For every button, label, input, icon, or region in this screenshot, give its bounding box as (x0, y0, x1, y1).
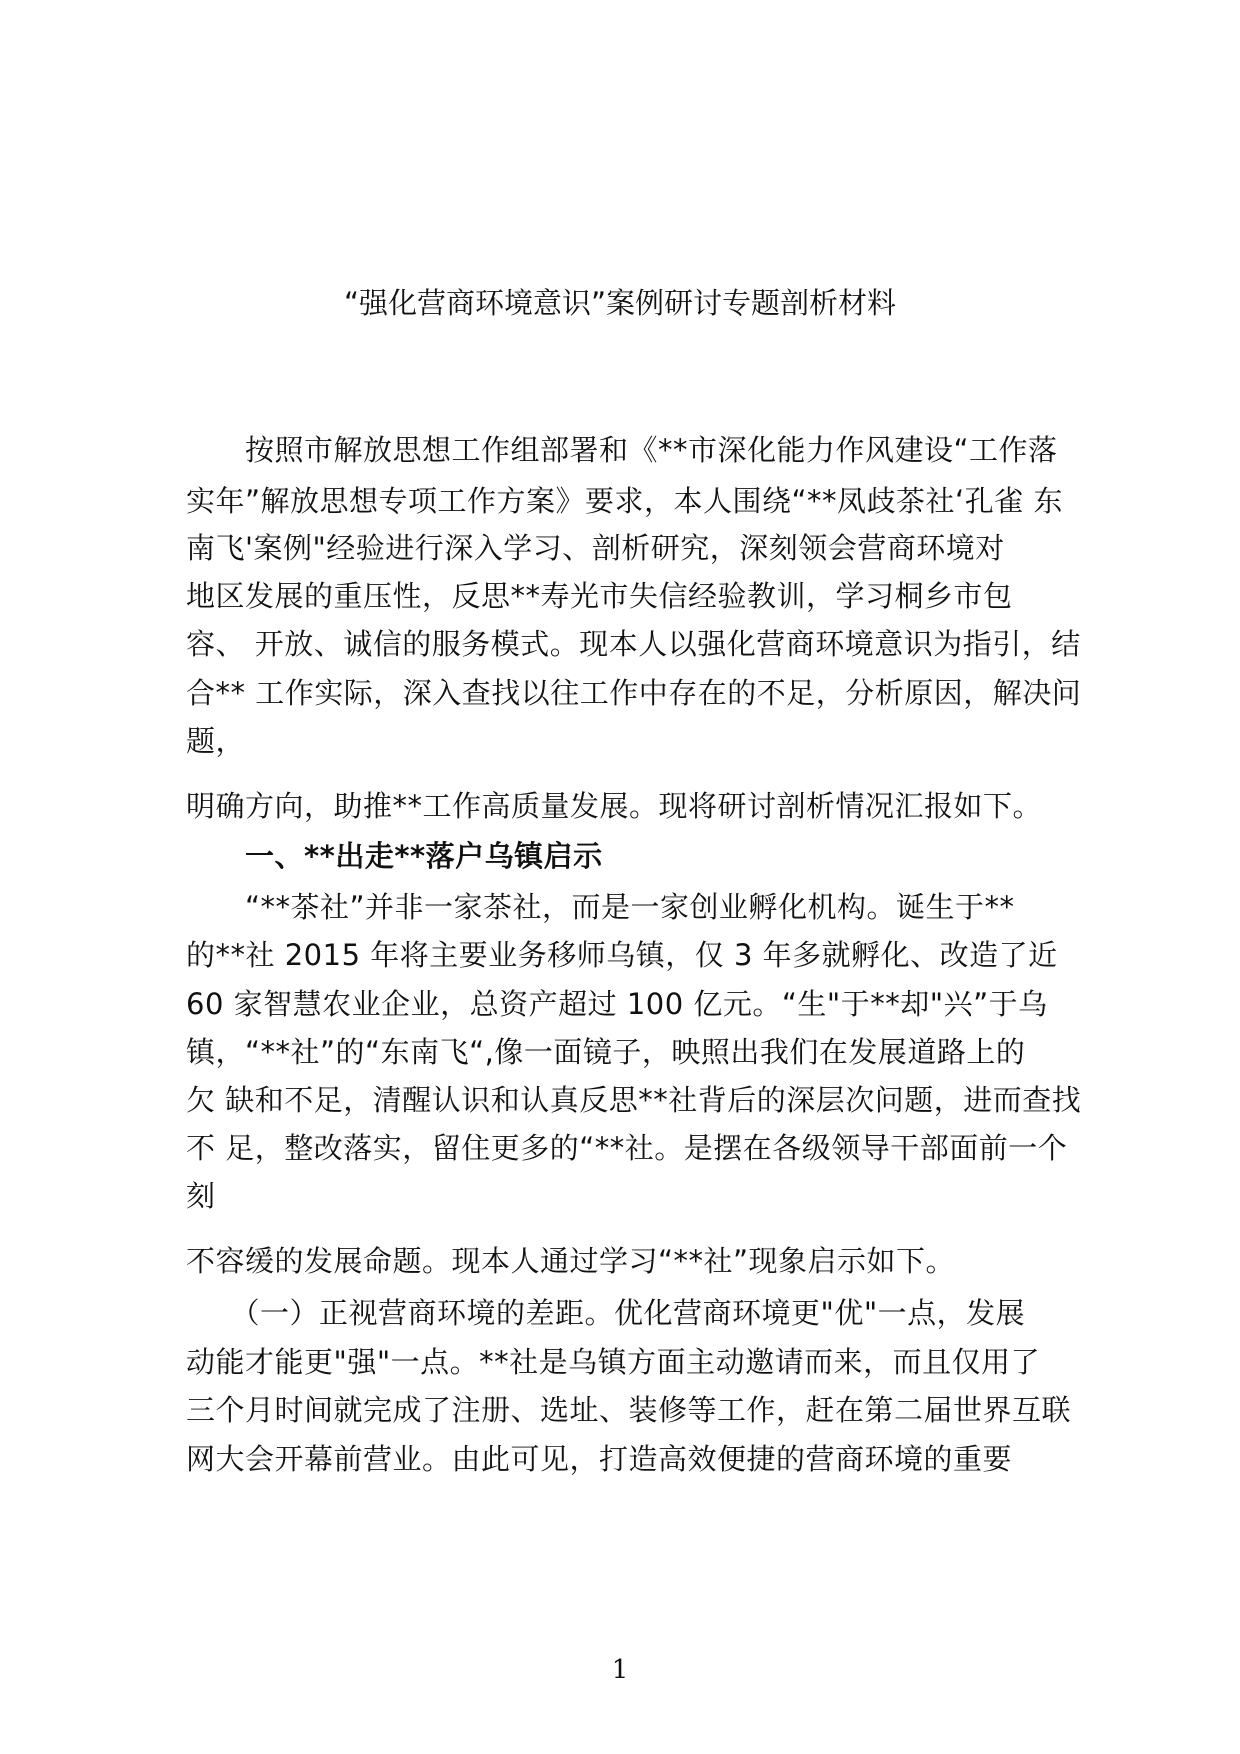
body-line: 不容缓的发展命题。现本人通过学习“**社”现象启示如下。 (186, 1244, 956, 1278)
body-line: 欠 缺和不足，清醒认识和认真反思**社背后的深层次问题，进而查找 (186, 1083, 1082, 1117)
body-line: 实年”解放思想专项工作方案》要求，本人围绕“**凤歧茶社‘孔雀 东 (186, 484, 1063, 518)
body-line: 南飞'案例"经验进行深入学习、剖析研究，深刻领会营商环境对 (186, 531, 1005, 565)
body-line: 刻 (186, 1179, 216, 1213)
body-line: 明确方向，助推**工作高质量发展。现将研讨剖析情况汇报如下。 (186, 789, 1043, 823)
body-line: 按照市解放思想工作组部署和《**市深化能力作风建设“工作落 (186, 433, 1058, 467)
page-number: 1 (611, 1655, 629, 1685)
body-line: 60 家智慧农业企业，总资产超过 100 亿元。“生"于**却"兴”于乌 (186, 987, 1048, 1021)
body-line: （一）正视营商环境的差距。优化营商环境更"优"一点，发展 (186, 1296, 1026, 1330)
body-line: “**茶社”并非一家茶社，而是一家创业孵化机构。诞生于** (186, 890, 1015, 924)
body-line: 镇，“**社”的“东南飞“,像一面镜子，映照出我们在发展道路上的 (186, 1035, 1026, 1069)
body-line: 不 足，整改落实，留住更多的“**社。是摆在各级领导干部面前一个 (186, 1131, 1068, 1165)
body-line: 地区发展的重压性，反思**寿光市失信经验教训，学习桐乡市包 (186, 579, 1013, 613)
body-line: 容、 开放、诚信的服务模式。现本人以强化营商环境意识为指引，结 (186, 627, 1081, 661)
body-line: 三个月时间就完成了注册、选址、装修等工作，赶在第二届世界互联 (186, 1393, 1072, 1427)
body-line: 动能才能更"强"一点。**社是乌镇方面主动邀请而来，而且仅用了 (186, 1345, 1041, 1379)
body-line: 网大会开幕前营业。由此可见，打造高效便捷的营商环境的重要 (186, 1442, 1013, 1476)
body-line: 题， (186, 724, 246, 758)
body-line: 的**社 2015 年将主要业务移师乌镇，仅 3 年多就孵化、改造了近 (186, 938, 1058, 972)
section-heading: 一、**出走**落户乌镇启示 (186, 839, 603, 873)
document-title: “强化营商环境意识”案例研讨专题剖析材料 (343, 286, 897, 320)
body-line: 合** 工作实际，深入查找以往工作中存在的不足，分析原因，解决问 (186, 676, 1082, 710)
